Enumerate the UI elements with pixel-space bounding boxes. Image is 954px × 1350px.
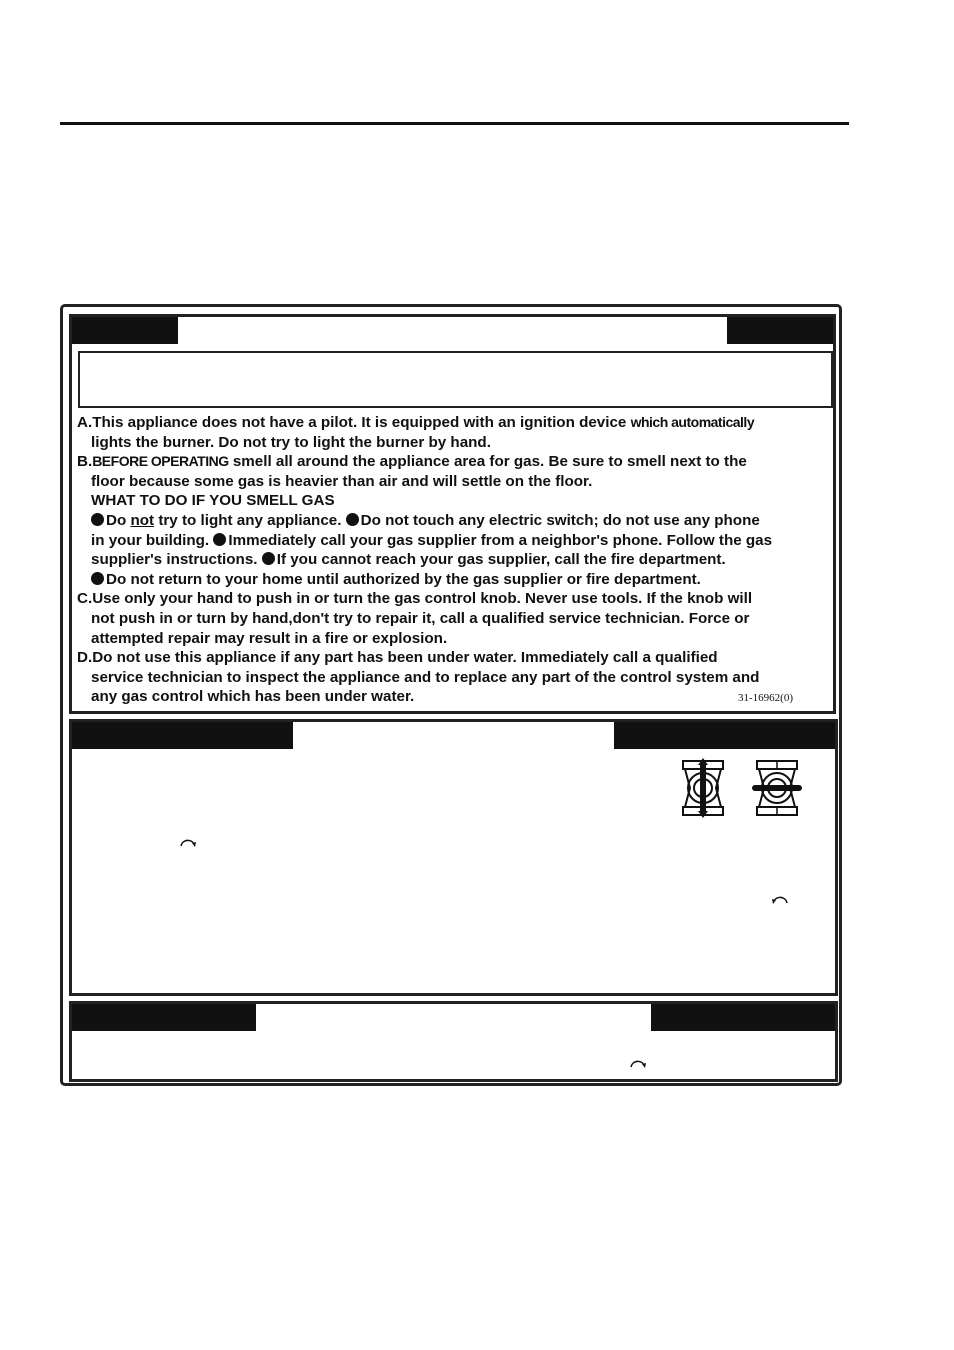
header-bar-right [651,1004,835,1031]
bullet-icon [262,552,275,565]
instruction-a: A.This appliance does not have a pilot. It is equipped with an ignition device which automatically [77,414,755,431]
warning-label [60,304,842,1086]
header-bar-right [614,722,835,749]
bullet-line-4: Do not return to your home until authorized by the gas supplier or fire department. [77,570,835,590]
bullet-line-3: supplier's instructions. If you cannot reach your gas supplier, call the fire department. [91,551,726,569]
label-code: 31-16962(0) [738,692,793,704]
instruction-d-cont2: any gas control which has been under water. [91,688,415,706]
bullet-line-1: Do not try to light any appliance. Do not touch any electric switch; do not use any phone [77,511,835,531]
instruction-b: B.BEFORE OPERATING smell all around the appliance area for gas. Be sure to smell next to the [77,453,747,471]
header-bar-left [72,1004,256,1031]
rotate-counterclockwise-icon [771,892,789,910]
instruction-a-cont: lights the burner. Do not try to light the burner by hand. [91,433,491,451]
knob-vertical-icon [680,758,726,818]
smell-gas-heading: WHAT TO DO IF YOU SMELL GAS [91,492,335,510]
header-bar-left [72,317,178,344]
bullet-icon [91,513,104,526]
instruction-c-cont: not push in or turn by hand,don't try to repair it, call a qualified service technician. Force or [91,609,750,627]
instruction-d-cont: service technician to inspect the appliance and to replace any part of the control system and [91,668,760,686]
bullet-icon [213,533,226,546]
knob-horizontal-icon [752,758,802,818]
top-rule [60,122,849,125]
warning-title-frame [78,351,833,408]
instruction-c-cont2: attempted repair may result in a fire or explosion. [91,629,448,647]
bullet-line-2: in your building. Immediately call your gas supplier from a neighbor's phone. Follow the gas [91,531,773,549]
rotate-clockwise-icon [629,1056,647,1074]
bullet-icon [91,572,104,585]
shutoff-instructions-box [69,1001,838,1082]
instruction-b-cont: floor because some gas is heavier than air and will settle on the floor. [91,472,593,490]
rotate-clockwise-icon [179,835,197,853]
header-bar-left [72,722,293,749]
bullet-icon [346,513,359,526]
instruction-d: D.Do not use this appliance if any part has been under water. Immediately call a qualified [77,649,718,667]
instruction-c: C.Use only your hand to push in or turn the gas control knob. Never use tools. If the knob will [77,590,753,608]
header-bar-right [727,317,833,344]
instruction-list [77,413,835,707]
safety-info-box [69,314,836,714]
operating-instructions-box [69,719,838,996]
